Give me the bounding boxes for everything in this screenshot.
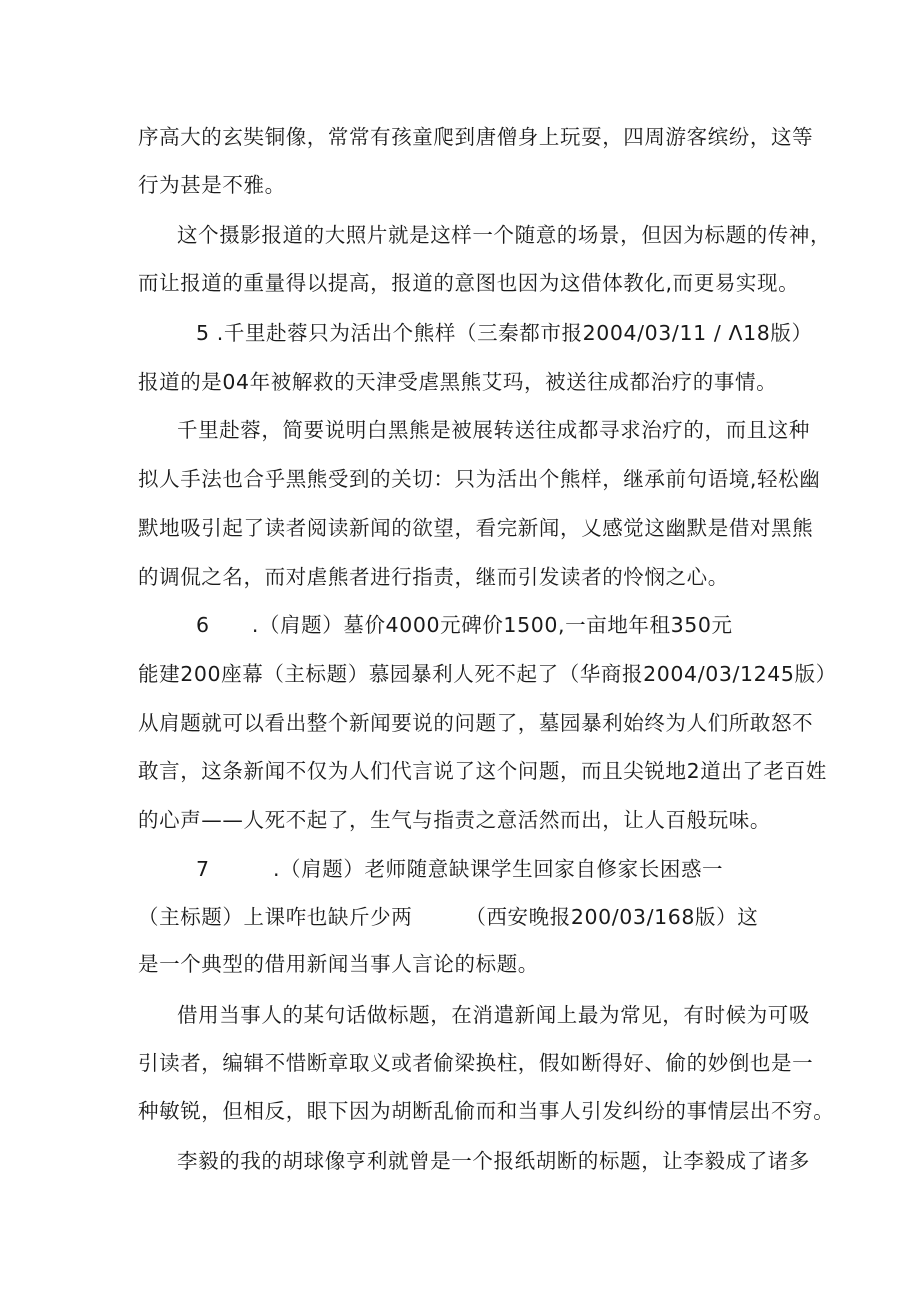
text-line: 种敏锐，但相反，眼下因为胡断乱偷而和当事人引发纠纷的事情层出不穷。 <box>138 1099 835 1123</box>
text-line: 能建200座幕（主标题）慕园暴利人死不起了（华商报2004/03/1245版） <box>138 662 837 686</box>
text-line: 引读者，编辑不惜断章取义或者偷梁换柱，假如断得好、偷的妙倒也是一 <box>138 1051 814 1075</box>
text-line: 报道的是04年被解救的天津受虐黑熊艾玛，被送往成都治疗的事情。 <box>138 370 778 394</box>
text-line: 5 .千里赴蓉只为活出个熊样（三秦都市报2004/03/11 / Λ18版） <box>196 321 813 345</box>
text-line: 行为甚是不雅。 <box>138 173 286 197</box>
text-line: 千里赴蓉，简要说明白黑熊是被展转送往成都寻求治疗的，而且这种 <box>177 418 810 442</box>
text-line: 这个摄影报道的大照片就是这样一个随意的场景，但因为标题的传神， <box>177 223 832 247</box>
text-line: 敢言，这条新闻不仅为人们代言说了这个问题，而且尖锐地2道出了老百姓 <box>138 759 827 783</box>
text-line: 拟人手法也合乎黑熊受到的关切：只为活出个熊样，继承前句语境,轻松幽 <box>138 467 821 491</box>
text-line: 默地吸引起了读者阅读新闻的欲望，看完新闻，乂感觉这幽默是借对黑熊 <box>138 516 814 540</box>
text-line: 序高大的玄奘铜像，常常有孩童爬到唐僧身上玩耍，四周游客缤纷，这等 <box>138 125 814 149</box>
text-line: 而让报道的重量得以提高，报道的意图也因为这借体教化,而更易实现。 <box>138 271 800 295</box>
text-line: 从肩题就可以看出整个新闻要说的问题了，墓园暴利始终为人们所敢怒不 <box>138 711 814 735</box>
text-line: 借用当事人的某句话做标题，在消遣新闻上最为常见，有时候为可吸 <box>177 1003 810 1027</box>
text-line: （主标题）上课咋也缺斤少两 （西安晚报200/03/168版）这 <box>138 905 759 929</box>
text-line: 的心声——人死不起了，生气与指责之意活然而出，让人百般玩味。 <box>138 808 771 832</box>
text-line: 李毅的我的胡球像亨利就曾是一个报纸胡断的标题，让李毅成了诸多 <box>177 1149 810 1173</box>
text-line: 6 .（肩题）墓价4000元碑价1500,一亩地年租350元 <box>196 613 733 637</box>
text-line: 的调侃之名，而对虐熊者进行指责，继而引发读者的怜悯之心。 <box>138 565 729 589</box>
text-line: 是一个典型的借用新闻当事人言论的标题。 <box>138 952 539 976</box>
text-line: 7 .（肩题）老师随意缺课学生回家自修家长困惑一 <box>196 857 724 881</box>
